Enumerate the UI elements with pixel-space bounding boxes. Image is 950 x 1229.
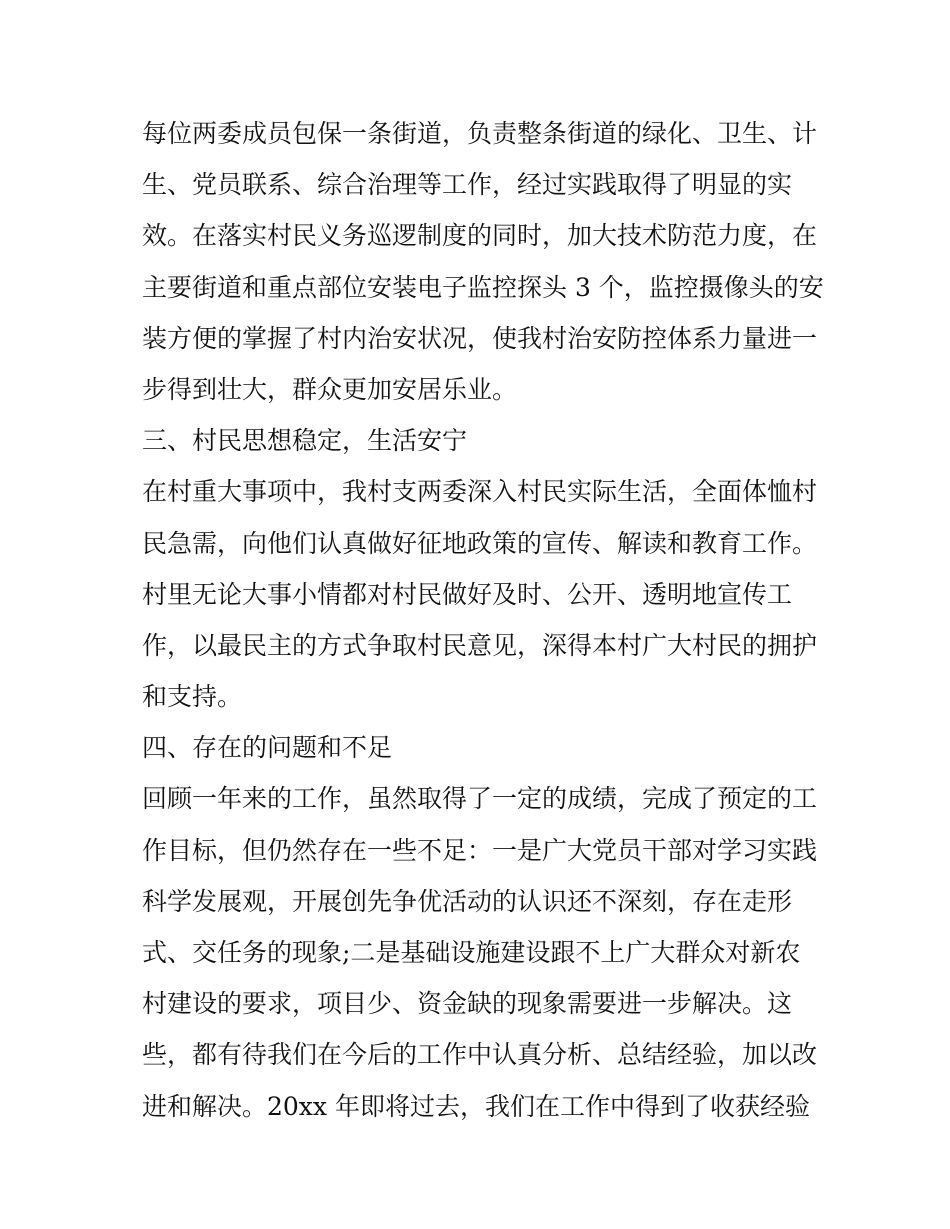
text-line: 和支持。 (142, 682, 243, 712)
text-line: 每位两委成员包保一条街道，负责整条街道的绿化、卫生、计 (142, 119, 818, 148)
text-line: 生、党员联系、综合治理等工作，经过实践取得了明显的实 (142, 170, 793, 200)
text-line: 步得到壮大，群众更加安居乐业。 (142, 374, 518, 404)
text-line: 村里无论大事小情都对村民做好及时、公开、透明地宣传工 (142, 579, 793, 609)
text-line: 主要街道和重点部位安装电子监控探头 3 个，监控摄像头的安 (142, 272, 824, 302)
text-line: 些，都有待我们在今后的工作中认真分析、总结经验，加以改 (142, 1040, 818, 1070)
text-line: 效。在落实村民义务巡逻制度的同时，加大技术防范力度，在 (142, 221, 818, 251)
text-line: 装方便的掌握了村内治安状况，使我村治安防控体系力量进一 (142, 323, 818, 353)
section-heading: 四、存在的问题和不足 (142, 733, 393, 763)
text-line: 作目标，但仍然存在一些不足：一是广大党员干部对学习实践 (142, 835, 818, 865)
text-line: 作，以最民主的方式争取村民意见，深得本村广大村民的拥护 (142, 630, 818, 660)
text-line: 村建设的要求，项目少、资金缺的现象需要进一步解决。这 (142, 989, 793, 1019)
document-body (142, 108, 822, 1132)
text-line: 科学发展观，开展创先争优活动的认识还不深刻，存在走形 (142, 886, 793, 916)
text-line: 在村重大事项中，我村支两委深入村民实际生活，全面体恤村 (142, 477, 818, 507)
section-heading: 三、村民思想稳定，生活安宁 (142, 426, 468, 456)
text-line: 式、交任务的现象;二是基础设施建设跟不上广大群众对新农 (142, 938, 801, 967)
text-line: 回顾一年来的工作，虽然取得了一定的成绩，完成了预定的工 (142, 784, 818, 814)
text-line: 民急需，向他们认真做好征地政策的宣传、解读和教育工作。 (142, 528, 818, 558)
text-line: 进和解决。20xx 年即将过去，我们在工作中得到了收获经验 (142, 1091, 810, 1121)
